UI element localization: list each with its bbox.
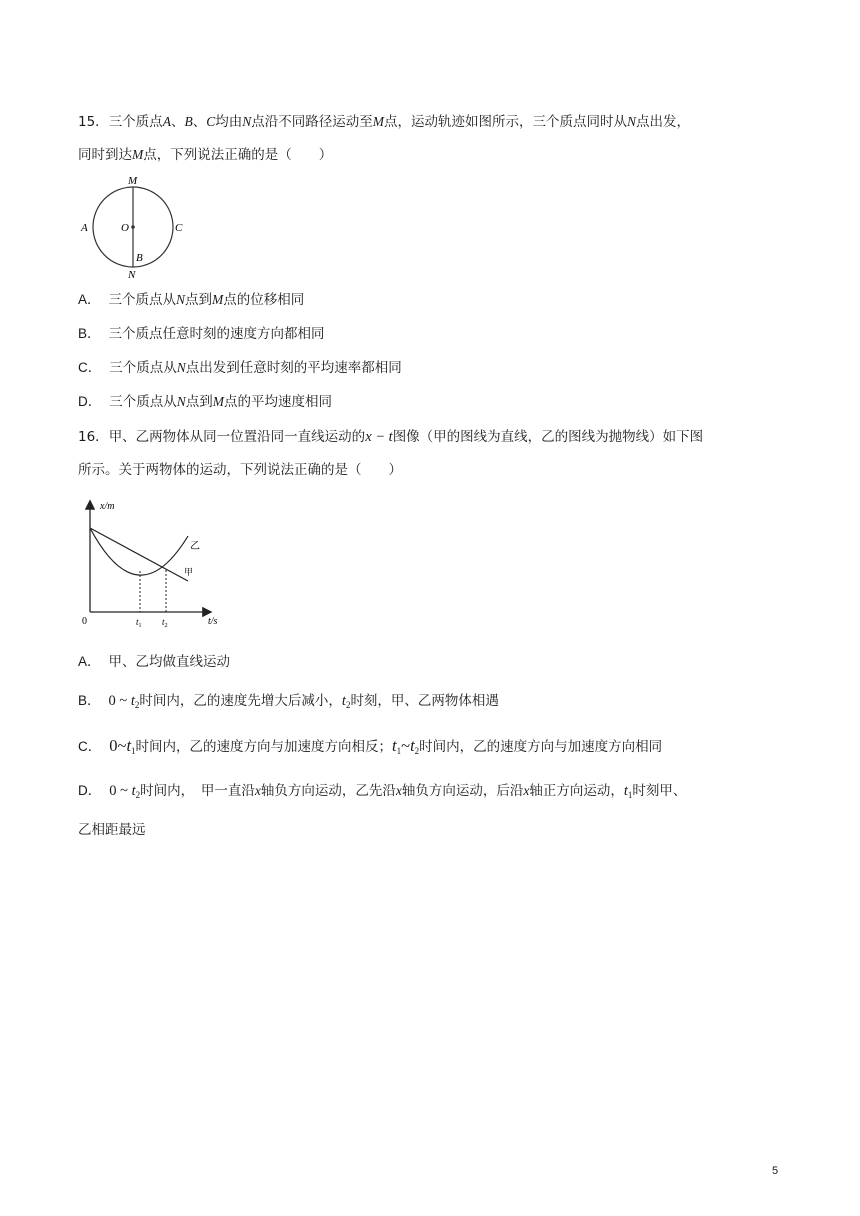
t1-label: $t_1$ [136,617,142,629]
q16-number: 16． [78,429,109,445]
t2-label: $t_2$ [162,617,168,629]
label-b: B [136,252,143,264]
q15-stem-line-2: 同时到达M点，下列说法正确的是（ ） [78,147,333,163]
math-0-t1: $0\sim t_1$ [109,736,136,756]
math-t1-d: $t_1$ [623,783,633,800]
label-yi: 乙 [190,541,200,552]
origin-label: 0 [82,616,87,627]
label-m: M [128,175,138,187]
q16-xt-graph [78,496,228,630]
q16-stem-line-1: 16．甲、乙两物体从同一位置沿同一直线运动的x − t图像（甲的图线为直线，乙的图线为抛物线）如下图 [78,429,704,445]
center-dot [131,225,135,229]
q16-option-d-line2: 乙相距最远 [78,822,146,838]
label-o: O [121,222,129,234]
q16-option-c: C． $0\sim t_1$时间内，乙的速度方向与加速度方向相反；$t_1\sim t_2$时间内，乙的速度方向与加速度方向相同 [78,736,663,756]
math-0-t2-d: 0 ~ $t_2$ [109,783,141,800]
label-jia: 甲 [184,567,194,577]
q15-number: 15． [78,114,109,130]
math-0-t2: 0 ~ $t_2$ [108,693,140,710]
curve-yi [90,528,188,575]
q15-option-a: A． 三个质点从N点到M点的位移相同 [78,292,305,308]
q15-circle-figure [78,172,188,280]
math-t1-t2: $t_1\sim t_2$ [392,736,420,756]
line-jia [90,528,188,581]
label-n: N [128,269,136,280]
label-a: A [81,222,88,234]
math-t2: $t_2$ [341,693,351,710]
q15-stem-line-1: 15．三个质点A、B、C均由N点沿不同路径运动至M点，运动轨迹如图所示，三个质点同时从N点出发， [78,114,690,130]
label-c: C [175,222,183,234]
x-axis-label: t/s [208,616,218,627]
q15-option-c: C． 三个质点从N点出发到任意时刻的平均速率都相同 [78,360,402,376]
q16-option-d: D． 0 ~ $t_2$时间内， 甲一直沿x轴负方向运动，乙先沿x轴负方向运动，后沿x轴正方向运动，$t_1$时刻甲、 [78,783,687,800]
y-axis-label: x/m [100,501,115,512]
q16-option-a: A． 甲、乙均做直线运动 [78,654,231,670]
q15-option-b: B． 三个质点任意时刻的速度方向都相同 [78,326,325,342]
q16-stem-line-2: 所示。关于两物体的运动，下列说法正确的是（ ） [78,462,402,478]
q15-option-d: D． 三个质点从N点到M点的平均速度相同 [78,394,333,410]
page-number: 5 [772,1165,779,1177]
q16-option-b: B． 0 ~ $t_2$时间内，乙的速度先增大后减小，$t_2$时刻，甲、乙两物体相遇 [78,693,499,710]
